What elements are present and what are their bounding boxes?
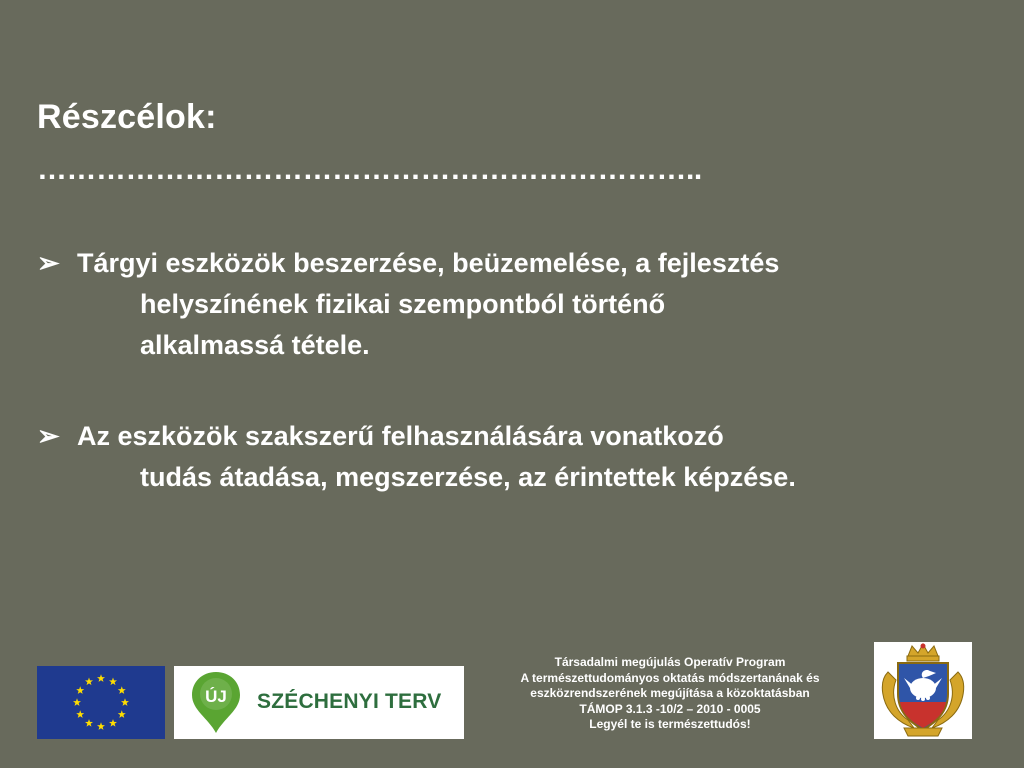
program-line: TÁMOP 3.1.3 -10/2 – 2010 - 0005: [579, 701, 761, 716]
eu-flag-icon: [37, 666, 165, 739]
bullet-text-line: alkalmassá tétele.: [140, 330, 370, 360]
uj-szechenyi-terv-pin-icon: [174, 666, 254, 739]
program-line: Társadalmi megújulás Operatív Program: [554, 655, 786, 669]
program-line: eszközrendszerének megújítása a közoktatásban: [530, 686, 810, 700]
program-line: A természettudományos oktatás módszertanának és: [520, 670, 820, 685]
bullet-text-line: helyszínének fizikai szempontból történő: [140, 289, 666, 319]
pin-label: ÚJ: [205, 687, 227, 706]
szechenyi-terv-logo: [174, 666, 464, 739]
arrow-bullet-icon: ➢: [37, 248, 60, 278]
bullet-text-line: Az eszközök szakszerű felhasználására vonatkozó: [77, 421, 724, 451]
program-line: Legyél te is természettudós!: [589, 717, 751, 731]
dotted-separator: …………………………………………………………..: [37, 153, 702, 186]
program-info: [480, 655, 860, 733]
bullet-text-line: tudás átadása, megszerzése, az érintettek képzése.: [140, 462, 796, 492]
bullet-item: [37, 416, 997, 498]
coat-of-arms-icon: [874, 642, 972, 739]
slide-title: Részcélok:: [37, 98, 217, 136]
szechenyi-terv-label: SZÉCHENYI TERV: [257, 690, 442, 713]
bullet-item: [37, 243, 997, 366]
bullet-text-line: Tárgyi eszközök beszerzése, beüzemelése, a fejlesztés: [77, 248, 780, 278]
arrow-bullet-icon: ➢: [37, 421, 60, 451]
